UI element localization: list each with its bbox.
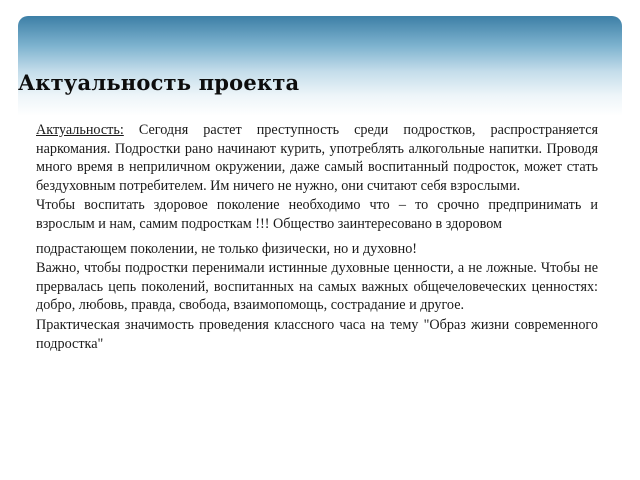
paragraph-upbringing: Чтобы воспитать здоровое поколение необходимо что – то срочно предпринимать и взрослым и нам, самим подросткам !!! Общество заинтересовано в здоровом	[36, 197, 598, 232]
slide-title: Актуальность проекта	[18, 70, 300, 95]
paragraph-generation: подрастающем поколении, не только физически, но и духовно!	[36, 240, 418, 257]
paragraph-values: Важно, чтобы подростки перенимали истинные духовные ценности, а не ложные. Чтобы не прервалась цепь поколений, воспитанных на самых важных общечеловеческих ценностях: добро, любовь, правда, свобода, взаимопомощь, сострадание и другое.	[36, 260, 598, 314]
paragraph-practical-significance: Практическая значимость проведения классного часа на тему "Образ жизни современного подростка"	[36, 316, 598, 352]
paragraph-relevance	[36, 121, 598, 195]
relevance-lead-label: Актуальность:	[36, 122, 124, 138]
relevance-text: Сегодня растет преступность среди подростков, распространяется наркомания. Подростки рано начинают курить, употреблять алкогольные напитки. Проводя много время в неприличном окружении, даже самый воспитанный подросток, может стать бездуховным потребителем. Им ничего не нужно, они считают себя взрослыми.	[36, 122, 599, 194]
slide-content	[36, 121, 598, 353]
header-gradient-band	[18, 16, 622, 116]
